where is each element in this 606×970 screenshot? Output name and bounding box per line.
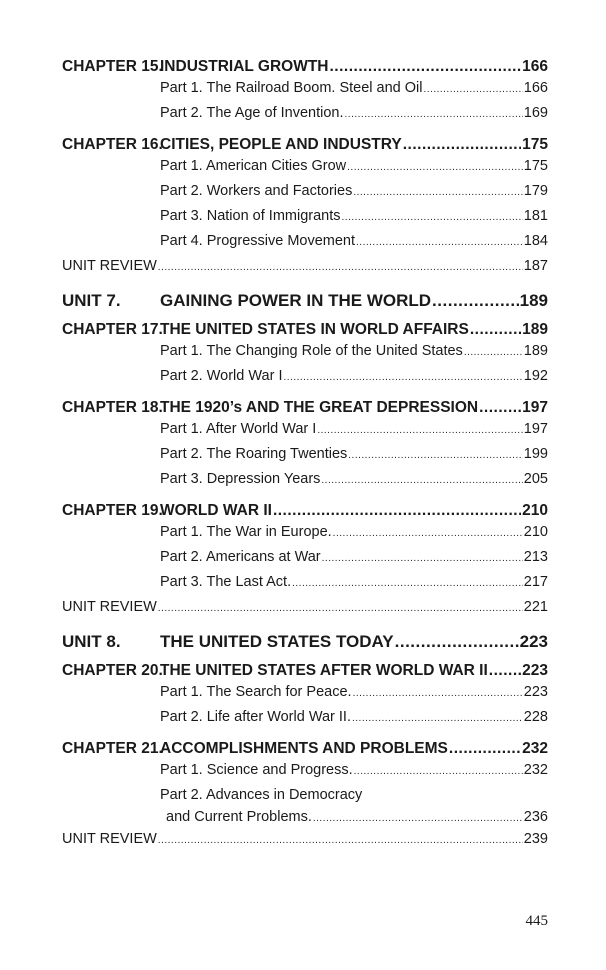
toc-part xyxy=(62,709,548,734)
toc-part xyxy=(62,421,548,446)
chapter-title: CITIES, PEOPLE AND INDUSTRY xyxy=(160,136,402,153)
toc-part xyxy=(62,549,548,574)
page-ref: 213 xyxy=(523,549,548,565)
page-ref: 217 xyxy=(523,574,548,590)
dot-leader xyxy=(347,158,523,174)
toc-part xyxy=(62,446,548,471)
chapter-label: CHAPTER 18. xyxy=(62,399,163,416)
dot-leader xyxy=(356,233,523,249)
page-ref: 169 xyxy=(523,105,548,121)
unit-title: THE UNITED STATES TODAY xyxy=(160,632,394,651)
chapter-title: THE UNITED STATES IN WORLD AFFAIRS xyxy=(160,321,469,338)
part-title: Part 2. Americans at War xyxy=(160,549,321,565)
unit-title: GAINING POWER IN THE WORLD xyxy=(160,291,432,310)
page-ref: 223 xyxy=(523,684,548,700)
part-title: Part 2. World War I xyxy=(160,368,283,384)
dot-leader xyxy=(352,709,523,725)
page-ref: 166 xyxy=(522,58,548,75)
review-title: UNIT REVIEW xyxy=(62,831,157,847)
dot-leader xyxy=(423,80,522,96)
toc-chapter-16 xyxy=(62,136,548,158)
part-title: Part 2. Life after World War II. xyxy=(160,709,351,725)
toc-part xyxy=(62,343,548,368)
part-title: Part 1. The Changing Role of the United States xyxy=(160,343,463,359)
table-of-contents xyxy=(62,58,548,856)
chapter-label: CHAPTER 15. xyxy=(62,58,163,75)
dot-leader xyxy=(353,684,523,700)
dot-leader xyxy=(345,105,523,121)
page-number: 445 xyxy=(525,913,548,929)
toc-chapter-15 xyxy=(62,58,548,80)
part-title: Part 3. Nation of Immigrants xyxy=(160,208,341,224)
toc-part xyxy=(62,233,548,258)
dot-leader xyxy=(317,421,522,437)
page-ref: 197 xyxy=(523,421,548,437)
toc-part xyxy=(62,574,548,599)
toc-part xyxy=(62,524,548,549)
chapter-title: THE UNITED STATES AFTER WORLD WAR II xyxy=(160,662,488,679)
chapter-label: CHAPTER 19. xyxy=(62,502,163,519)
page-ref: 175 xyxy=(523,158,548,174)
toc-chapter-19 xyxy=(62,502,548,524)
toc-chapter-20 xyxy=(62,662,548,684)
dot-leader xyxy=(353,183,522,199)
dot-leader xyxy=(470,321,521,339)
dot-leader xyxy=(342,208,523,224)
page-ref: 228 xyxy=(523,709,548,725)
page-ref: 192 xyxy=(523,368,548,384)
part-title: Part 2. The Age of Invention. xyxy=(160,105,344,121)
part-title: Part 1. American Cities Grow xyxy=(160,158,347,174)
page-ref: 221 xyxy=(523,599,548,615)
chapter-title: INDUSTRIAL GROWTH xyxy=(160,58,329,75)
part-title: Part 3. The Last Act. xyxy=(160,574,292,590)
unit-label: UNIT 7. xyxy=(62,291,121,310)
dot-leader xyxy=(354,762,523,778)
dot-leader xyxy=(489,662,521,680)
toc-part xyxy=(62,208,548,233)
page-ref: 189 xyxy=(523,343,548,359)
toc-part xyxy=(62,762,548,787)
dot-leader xyxy=(395,632,519,652)
review-title: UNIT REVIEW xyxy=(62,599,157,615)
toc-unit-review xyxy=(62,599,548,624)
toc-part xyxy=(62,158,548,183)
dot-leader xyxy=(432,291,519,311)
part-title: Part 1. The Railroad Boom. Steel and Oil xyxy=(160,80,423,96)
toc-part xyxy=(62,105,548,130)
toc-chapter-21 xyxy=(62,740,548,762)
dot-leader xyxy=(333,524,523,540)
toc-part xyxy=(62,183,548,208)
dot-leader xyxy=(273,502,521,520)
toc-unit-8 xyxy=(62,632,548,656)
review-title: UNIT REVIEW xyxy=(62,258,157,274)
page-ref: 223 xyxy=(522,662,548,679)
part-title: Part 1. Science and Progress. xyxy=(160,762,353,778)
toc-unit-review xyxy=(62,258,548,283)
page-ref: 197 xyxy=(522,399,548,416)
toc-unit-review xyxy=(62,831,548,856)
dot-leader xyxy=(479,399,521,417)
dot-leader xyxy=(158,599,523,615)
toc-chapter-18 xyxy=(62,399,548,421)
page-ref: 187 xyxy=(523,258,548,274)
toc-part-line-2 xyxy=(160,809,548,831)
dot-leader xyxy=(158,258,523,274)
dot-leader xyxy=(158,831,523,847)
chapter-label: CHAPTER 20. xyxy=(62,662,163,679)
page-ref: 189 xyxy=(522,321,548,338)
toc-chapter-17 xyxy=(62,321,548,343)
page-ref: 181 xyxy=(523,208,548,224)
page-ref: 239 xyxy=(523,831,548,847)
dot-leader xyxy=(292,574,523,590)
dot-leader xyxy=(329,58,521,76)
dot-leader xyxy=(464,343,523,359)
page-ref: 184 xyxy=(523,233,548,249)
part-title: Part 2. Workers and Factories xyxy=(160,183,353,199)
part-title: Part 3. Depression Years xyxy=(160,471,321,487)
page-ref: 166 xyxy=(523,80,548,96)
part-title: Part 2. The Roaring Twenties xyxy=(160,446,348,462)
toc-part xyxy=(62,80,548,105)
page-ref: 189 xyxy=(519,291,548,310)
page-ref: 179 xyxy=(523,183,548,199)
part-title-line-1: Part 2. Advances in Democracy xyxy=(160,787,363,803)
chapter-label: CHAPTER 21. xyxy=(62,740,163,757)
page-ref: 210 xyxy=(522,502,548,519)
chapter-label: CHAPTER 16. xyxy=(62,136,163,153)
dot-leader xyxy=(313,809,523,825)
part-title-line-2: and Current Problems. xyxy=(166,809,312,825)
chapter-label: CHAPTER 17. xyxy=(62,321,163,338)
chapter-title: THE 1920’s AND THE GREAT DEPRESSION xyxy=(160,399,479,416)
chapter-title: ACCOMPLISHMENTS AND PROBLEMS xyxy=(160,740,448,757)
page-ref: 199 xyxy=(523,446,548,462)
dot-leader xyxy=(283,368,522,384)
dot-leader xyxy=(322,549,523,565)
chapter-title: WORLD WAR II xyxy=(160,502,272,519)
toc-part xyxy=(62,368,548,393)
part-title: Part 1. The Search for Peace. xyxy=(160,684,352,700)
toc-part xyxy=(62,471,548,496)
part-title: Part 1. After World War I xyxy=(160,421,317,437)
toc-unit-7 xyxy=(62,291,548,315)
dot-leader xyxy=(321,471,522,487)
page-ref: 175 xyxy=(522,136,548,153)
page-ref: 223 xyxy=(519,632,548,651)
page-ref: 232 xyxy=(523,762,548,778)
toc-part xyxy=(62,684,548,709)
dot-leader xyxy=(348,446,523,462)
dot-leader xyxy=(449,740,521,758)
page-ref: 210 xyxy=(523,524,548,540)
unit-label: UNIT 8. xyxy=(62,632,121,651)
page-ref: 205 xyxy=(523,471,548,487)
toc-part-two-line xyxy=(62,787,548,831)
page-ref: 236 xyxy=(523,809,548,825)
part-title: Part 1. The War in Europe. xyxy=(160,524,332,540)
part-title: Part 4. Progressive Movement xyxy=(160,233,356,249)
page-ref: 232 xyxy=(522,740,548,757)
dot-leader xyxy=(403,136,521,154)
